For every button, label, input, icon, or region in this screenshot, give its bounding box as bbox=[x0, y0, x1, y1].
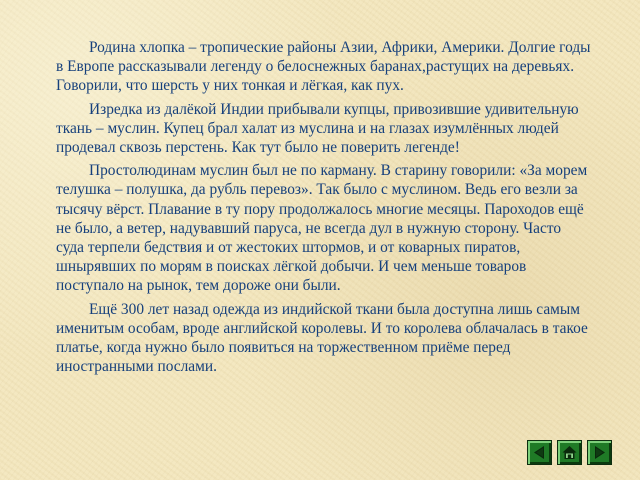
slide-text bbox=[56, 38, 592, 380]
triangle-right-icon bbox=[591, 444, 608, 461]
slide-navigation bbox=[527, 440, 612, 465]
paragraph-muslin-merchants: Изредка из далёкой Индии прибывали купцы, привозившие удивительную ткань – муслин. Купец брал халат из муслина и на глазах изумлённых людей продевал сквозь перстень. Как тут было не поверить легенде! bbox=[56, 100, 579, 157]
paragraph-cotton-homeland: Родина хлопка – тропические районы Азии, Африки, Америки. Долгие годы в Европе рассказывали легенду о белоснежных баранах,растущих на деревьях. Говорили, что шерсть у них тонкая и лёгкая, как пух. bbox=[56, 39, 591, 95]
home-button[interactable] bbox=[557, 440, 582, 465]
paragraph-queen-dress: Ещё 300 лет назад одежда из индийской ткани была доступна лишь самым именитым особам, вроде английской королевы. И то королева облачалась в такое платье, когда нужно было появиться на торжественном приёме перед иностранными послами. bbox=[56, 300, 588, 376]
next-slide-button[interactable] bbox=[587, 440, 612, 465]
home-icon bbox=[561, 444, 578, 461]
previous-slide-button[interactable] bbox=[527, 440, 552, 465]
triangle-left-icon bbox=[531, 444, 548, 461]
paragraph-muslin-price: Простолюдинам муслин был не по карману. В старину говорили: «За морем телушка – полушка, да рубль перевоз». Так было с муслином. Ведь его везли за тысячу вёрст. Плавание в ту пору продолжалось многие месяцы. Пароходов ещё не было, а ветер, надувавший паруса, не всегда дул в нужную сторону. Часто суда терпели бедствия и от жестоких штормов, и от коварных пиратов, шнырявших по морям в поисках лёгкой добычи. И чем меньше товаров поступало на рынок, тем дороже они были. bbox=[56, 162, 588, 295]
